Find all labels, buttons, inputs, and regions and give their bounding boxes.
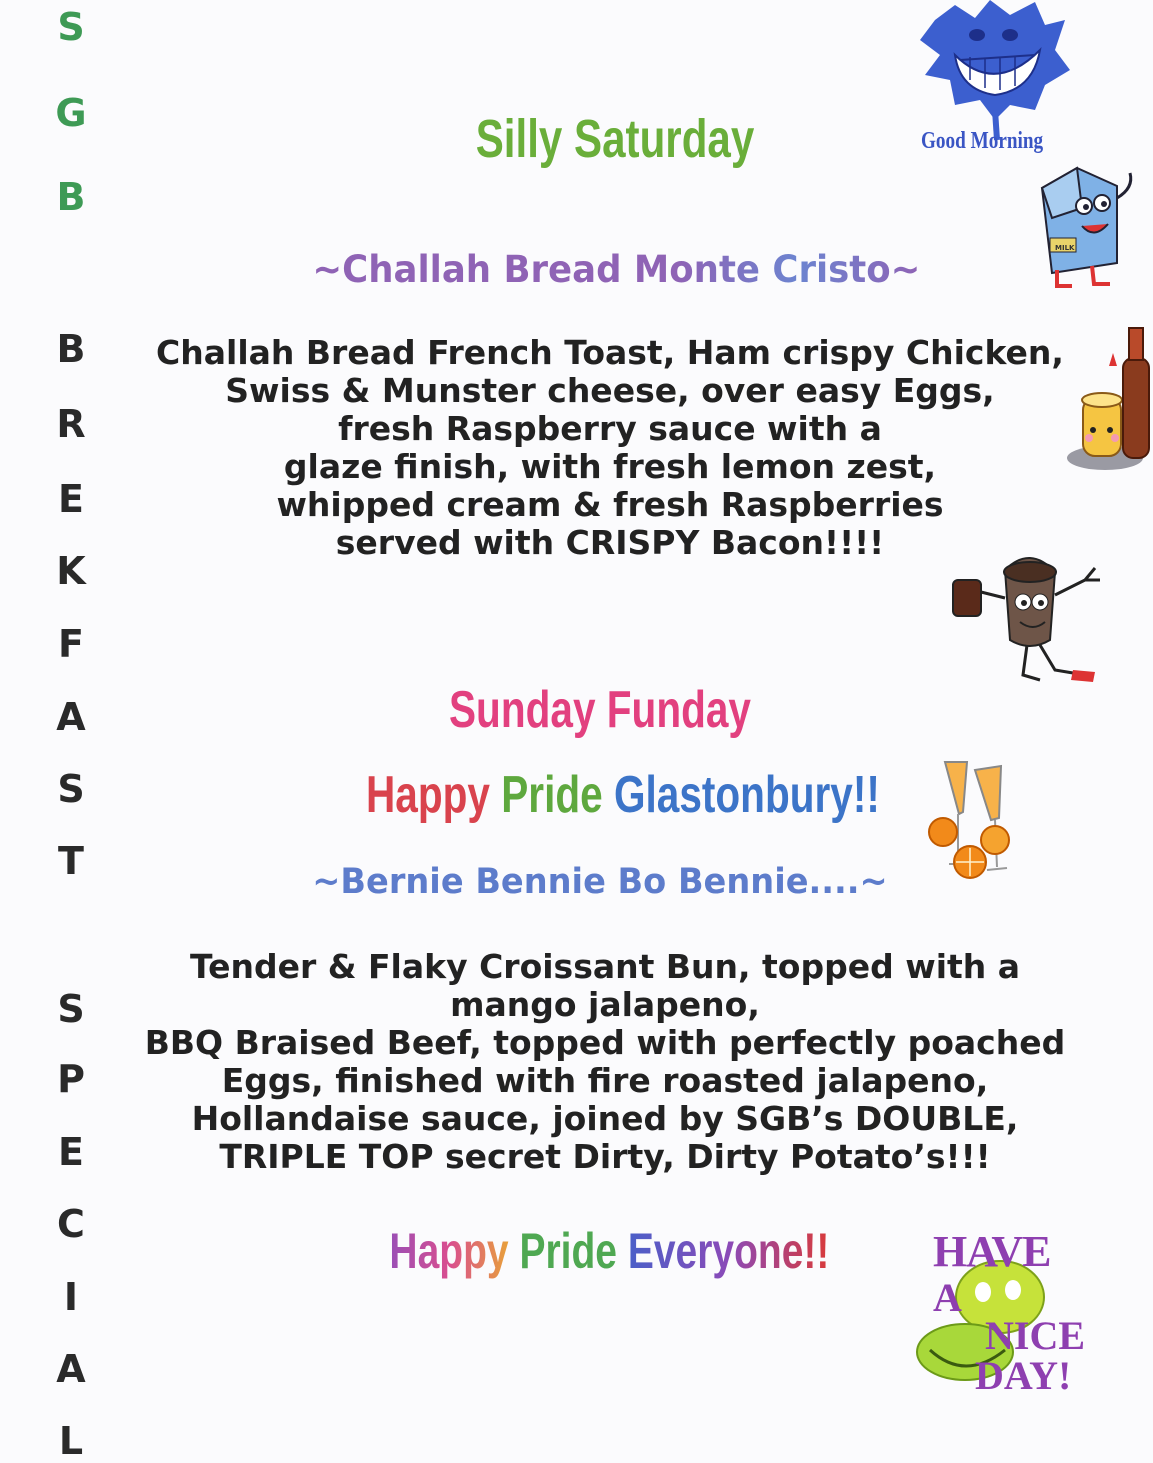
description-line: Tender & Flaky Croissant Bun, topped with a [189, 947, 1021, 986]
description-line: served with CRISPY Bacon!!!! [335, 523, 885, 562]
side-letter: G [55, 91, 87, 135]
side-letter: F [58, 622, 84, 666]
pride-glastonbury-heading [366, 765, 880, 825]
side-letter: B [56, 327, 86, 371]
mimosa-clipart [925, 752, 1025, 892]
saturday-title: Silly Saturday [475, 109, 755, 169]
sunday-title: Sunday Funday [449, 681, 751, 739]
coffee-cup-clipart [945, 540, 1105, 690]
good-morning-text: Good Morning [921, 128, 1044, 154]
nice-day-word: A [933, 1275, 962, 1320]
mimosa-glasses-icon [925, 752, 1025, 892]
nice-day-word: DAY! [975, 1353, 1072, 1398]
side-letter: T [58, 839, 84, 883]
description-line: whipped cream & fresh Raspberries [276, 485, 944, 524]
description-line: fresh Raspberry sauce with a [338, 409, 882, 448]
pride-word: Pride [519, 1223, 617, 1279]
description-line: Swiss & Munster cheese, over easy Eggs, [225, 371, 995, 410]
side-letter: A [56, 695, 86, 739]
description-line: TRIPLE TOP secret Dirty, Dirty Potato’s!!! [219, 1137, 991, 1176]
sunday-description [120, 948, 1090, 1176]
side-letter: S [57, 767, 85, 811]
milk-carton-clipart [1022, 158, 1137, 288]
pride-word: Happy [389, 1223, 509, 1279]
side-letter: B [56, 175, 86, 219]
side-letter: E [58, 1130, 84, 1174]
side-letter: E [58, 477, 84, 521]
sunday-dish-name: ~Bernie Bennie Bo Bennie....~ [312, 862, 888, 902]
description-line: Challah Bread French Toast, Ham crispy Chicken, [156, 333, 1064, 372]
nice-day-clipart [905, 1222, 1115, 1402]
side-letter: L [58, 1419, 84, 1463]
pride-word: Pride [501, 766, 603, 824]
pride-word: Happy [366, 766, 490, 824]
pancake-syrup-icon [1065, 318, 1153, 488]
saturday-dish-name [312, 248, 921, 291]
saturday-description [140, 334, 1080, 562]
pride-everyone-heading [389, 1222, 830, 1280]
description-line: BBQ Braised Beef, topped with perfectly poached [144, 1023, 1066, 1062]
side-letter: C [57, 1202, 85, 1246]
side-letter: S [57, 5, 85, 49]
description-line: mango jalapeno, [450, 985, 760, 1024]
pancakes-clipart [1065, 318, 1153, 488]
side-letter: S [57, 987, 85, 1031]
milk-carton-icon [1022, 158, 1137, 288]
description-line: Hollandaise sauce, joined by SGB’s DOUBLE, [191, 1099, 1019, 1138]
description-line: Eggs, finished with fire roasted jalapeno, [221, 1061, 989, 1100]
pride-word: Everyone!! [627, 1223, 830, 1279]
side-letter: K [56, 549, 86, 593]
side-letter: R [56, 402, 86, 446]
nice-day-word: NICE [985, 1313, 1086, 1358]
nice-day-word: HAVE [933, 1227, 1051, 1276]
description-line: glaze finish, with fresh lemon zest, [283, 447, 937, 486]
coffee-cup-icon [945, 540, 1105, 690]
pride-word: Glastonbury!! [613, 766, 880, 824]
side-letter: P [57, 1057, 85, 1101]
saturday-dish-text: ~Challah Bread Monte Cristo~ [312, 248, 921, 291]
side-letter: A [56, 1347, 86, 1391]
side-letter: I [63, 1275, 79, 1319]
milk-label: MILK [1055, 244, 1075, 252]
